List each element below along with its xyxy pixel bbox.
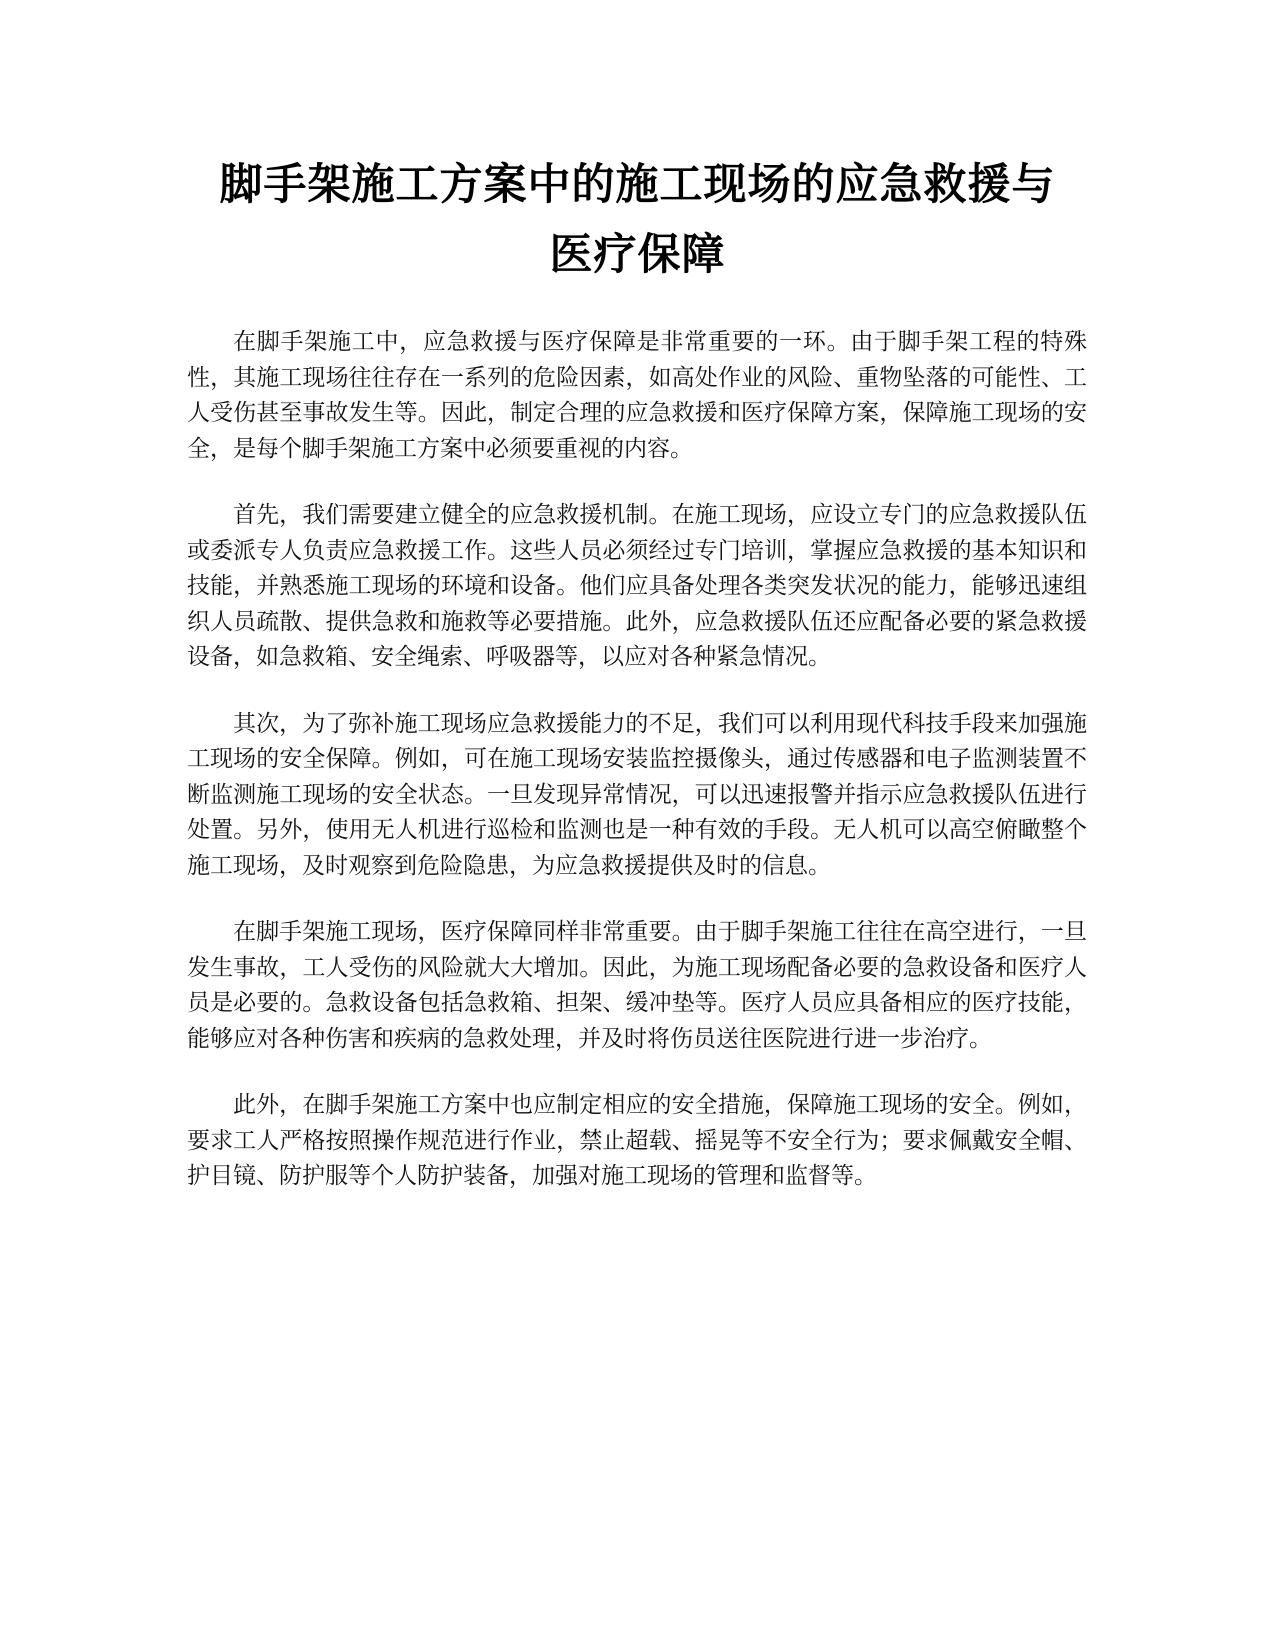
title-line-1: 脚手架施工方案中的施工现场的应急救援与 <box>219 160 1056 210</box>
paragraph-safety-measures: 此外，在脚手架施工方案中也应制定相应的安全措施，保障施工现场的安全。例如，要求工人严格按照操作规范进行作业，禁止超载、摇晃等不安全行为；要求佩戴安全帽、护目镜、防护服等个人防护装备，加强对施工现场的管理和监督等。 <box>187 1092 1087 1189</box>
document-title <box>160 150 1115 290</box>
paragraph-rescue-mechanism: 首先，我们需要建立健全的应急救援机制。在施工现场，应设立专门的应急救援队伍或委派专人负责应急救援工作。这些人员必须经过专门培训，掌握应急救援的基本知识和技能，并熟悉施工现场的环境和设备。他们应具备处理各类突发状况的能力，能够迅速组织人员疏散、提供急救和施救等必要措施。此外，应急救援队伍还应配备必要的紧急救援设备，如急救箱、安全绳索、呼吸器等，以应对各种紧急情况。 <box>187 502 1087 670</box>
paragraph-intro: 在脚手架施工中，应急救援与医疗保障是非常重要的一环。由于脚手架工程的特殊性，其施工现场往往存在一系列的危险因素，如高处作业的风险、重物坠落的可能性、工人受伤甚至事故发生等。因此，制定合理的应急救援和医疗保障方案，保障施工现场的安全，是每个脚手架施工方案中必须要重视的内容。 <box>187 329 1087 462</box>
paragraph-medical: 在脚手架施工现场，医疗保障同样非常重要。由于脚手架施工往往在高空进行，一旦发生事故，工人受伤的风险就大大增加。因此，为施工现场配备必要的急救设备和医疗人员是必要的。急救设备包括急救箱、担架、缓冲垫等。医疗人员应具备相应的医疗技能，能够应对各种伤害和疾病的急救处理，并及时将伤员送往医院进行进一步治疗。 <box>187 919 1087 1052</box>
document-body <box>187 325 1087 1226</box>
paragraph-technology: 其次，为了弥补施工现场应急救援能力的不足，我们可以利用现代科技手段来加强施工现场的安全保障。例如，可在施工现场安装监控摄像头，通过传感器和电子监测装置不断监测施工现场的安全状态。一旦发现异常情况，可以迅速报警并指示应急救援队伍进行处置。另外，使用无人机进行巡检和监测也是一种有效的手段。无人机可以高空俯瞰整个施工现场，及时观察到危险隐患，为应急救援提供及时的信息。 <box>187 710 1087 879</box>
title-line-2: 医疗保障 <box>549 230 726 280</box>
